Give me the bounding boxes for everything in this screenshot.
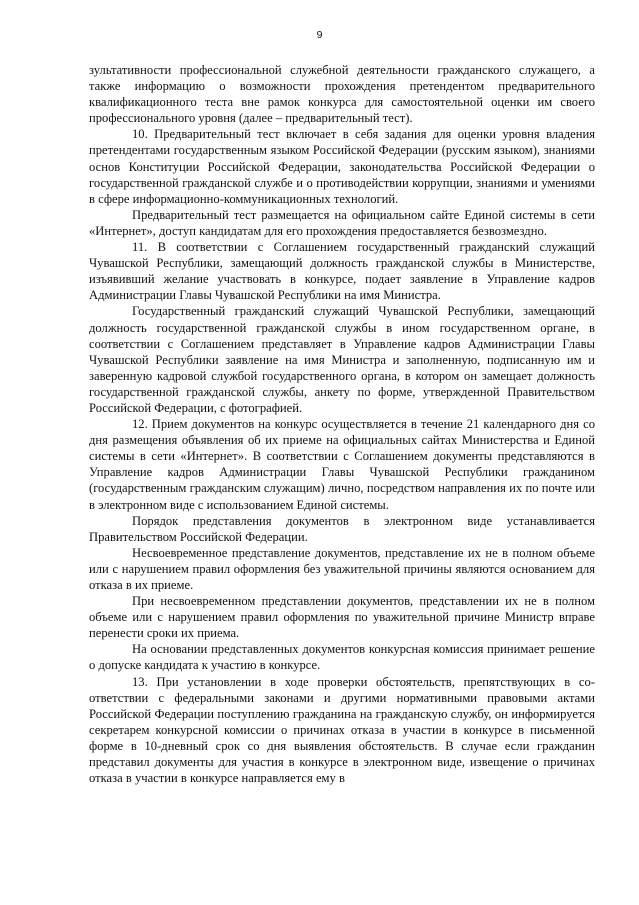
paragraph: На основании представленных документов конкурсная комиссия принимает решение о допуске кандидата к участию в конкурсе. [89,642,595,673]
paragraph: 12. Прием документов на конкурс осуществляется в течение 21 календарного дня со дня размещения объявления об их приеме на официальных сайтах Министерства и Единой системы в сети «Интернет». В соответствии с Соглашением документы представляются в Управление кадров Администрации Главы Чувашской Республики гражданином (государственным гражданским служащим) лично, посредством направления их по почте или в электронном виде с использованием Единой системы. [89,417,595,512]
paragraph: Порядок представления документов в электронном виде устанавливается Правительством Российской Федерации. [89,513,595,544]
paragraph: Предварительный тест размещается на официальном сайте Единой системы в сети «Интернет», доступ кандидатам для его прохождения предоставляется безвозмездно. [89,207,595,238]
paragraph: 11. В соответствии с Соглашением государственный гражданский служащий Чувашской Республики, замещающий должность гражданской службы в Министерстве, изъявивший желание участвовать в конкурсе, подает заявление в Управление кадров Администрации Главы Чувашской Республики на имя Министра. [89,240,595,303]
paragraph: Государственный гражданский служащий Чувашской Республики, замещающий должность государственной гражданской службы в ином государственном органе, в соответствии с Соглашением представляет в Управление кадров Администрации Главы Чувашской Республики заявление на имя Министра и заполненную, подписанную им и заверенную кадровой службой государственного органа, в котором он замещает должность государственной гражданской службы, анкету по форме, утвержденной Правительством Российской Федерации, с фотографией. [89,304,595,415]
paragraph: При несвоевременном представлении документов, представлении их не в полном объеме или с нарушением правил оформления по уважительной причине Министр вправе перенести сроки их приема. [89,594,595,641]
paragraph: зультативности профессиональной служебной деятельности гражданского служащего, а также информацию о возможности прохождения претендентом предварительного квалификационного теста вне рамок конкурса для самостоятельной оценки им своего профессионального уровня (далее – предварительный тест). [89,63,595,126]
paragraph: Несвоевременное представление документов, представление их не в полном объеме или с нарушением правил оформления без уважительной причины являются основанием для отказа в их приеме. [89,545,595,592]
paragraph: 13. При установлении в ходе проверки обстоятельств, препятствующих в соответствии с федеральными законами и другими нормативными правовыми актами Российской Федерации поступлению гражданина на гражданскую службу, он информируется секретарем конкурсной комиссии о причинах отказа в участии в конкурсе в письменной форме в 10-дневный срок со дня выявления обстоятельств. В случае если гражданин представил документы для участия в конкурсе в электронном виде, извещение о причинах отказа в участии в конкурсе направляется ему в [89,674,595,786]
page-number: 9 [316,29,323,41]
paragraph: 10. Предварительный тест включает в себя задания для оценки уровня владения претендентами государственным языком Российской Федерации (русским языком), знаниями основ Конституции Российской Федерации, законодательства Российской Федерации о государственной гражданской службе и о противодействии коррупции, знаниями и умениями в сфере информационно-коммуникационных технологий. [89,127,595,206]
document-body [89,62,595,786]
